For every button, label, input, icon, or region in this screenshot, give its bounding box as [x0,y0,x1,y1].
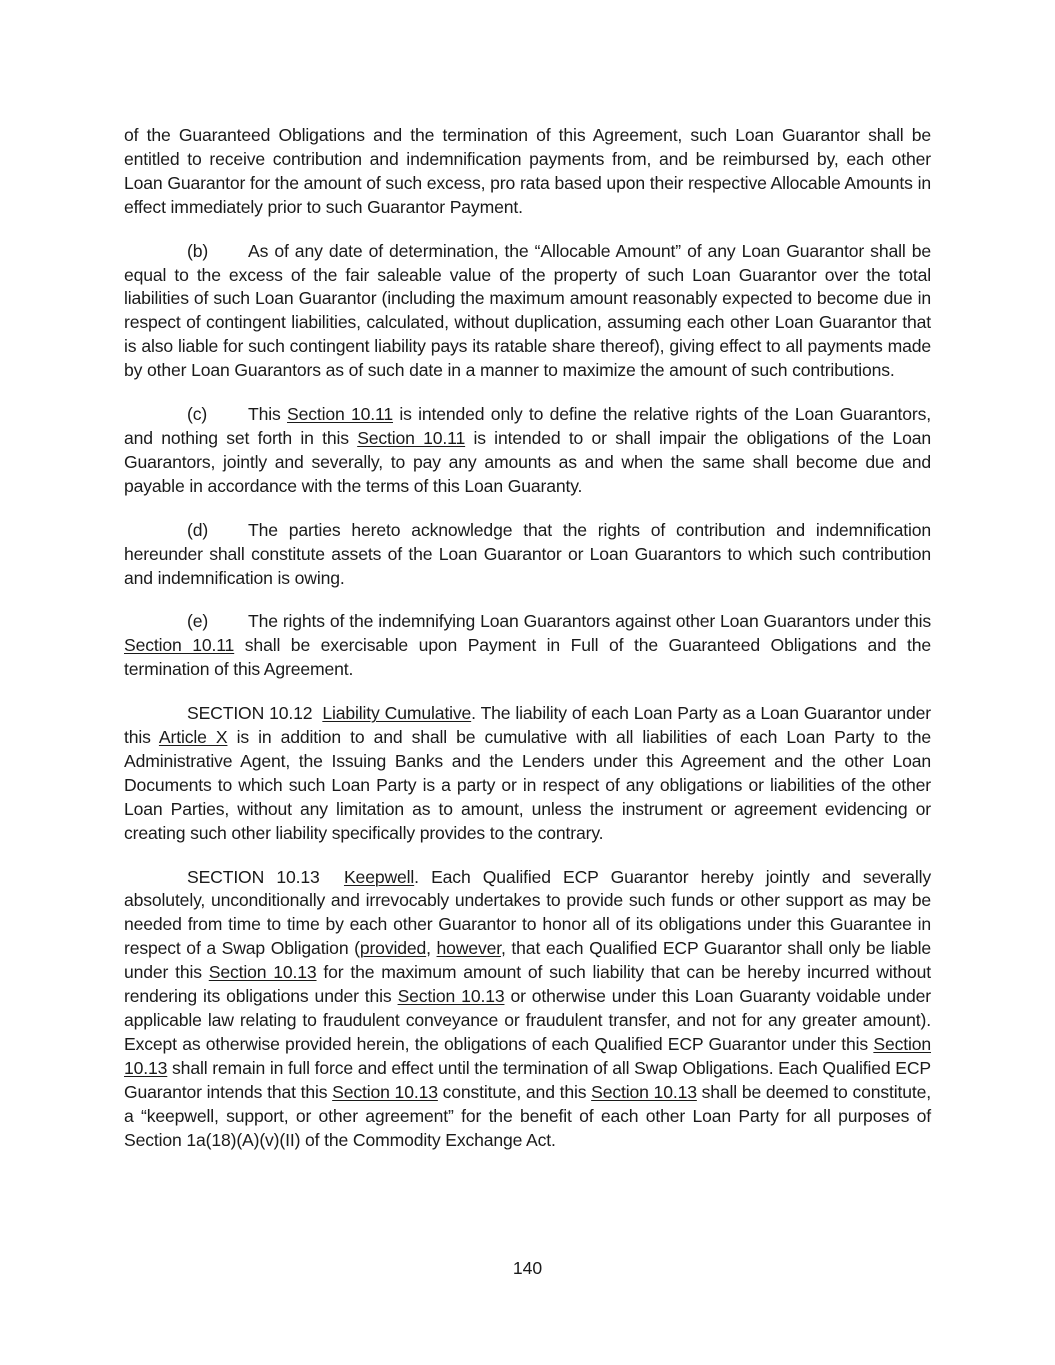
clause-label: (c) [187,404,208,425]
section-reference: Section 10.11 [357,427,466,448]
clause-label: (b) [187,240,209,261]
page-number: 140 [512,1258,543,1278]
section-reference: Section 10.13 [332,1081,438,1102]
section-reference: Section 10.13 [124,1033,931,1078]
section-number: SECTION 10.12 [187,703,313,724]
paragraph-e: (e) The rights of the indemnifying Loan Guarantors against other Loan Guarantors under this Section 10.11 shall be exercisable upon Payment in Full of the Guaranteed Obligations and the termination of this Agreement. [124,611,932,680]
section-10-13: SECTION 10.13 Keepwell. Each Qualified ECP Guarantor hereby jointly and severally absolutely, unconditionally and irrevocably undertakes to provide such funds or other support as may be needed from time to time by each other Guarantor to honor all of its obligations under this Guarantee in respect of a Swap Obligation (provided, however, that each Qualified ECP Guarantor shall only be liable under this Section 10.13 for the maximum amount of such liability that can be hereby incurred without rendering its obligations under this Section 10.13 or otherwise under this Loan Guaranty voidable under applicable law relating to fraudulent conveyance or fraudulent transfer, and not for any greater amount). Except as otherwise provided herein, the obligations of each Qualified ECP Guarantor under this Section 10.13 shall remain in full force and effect until the termination of all Swap Obligations. Each Qualified ECP Guarantor intends that this Section 10.13 constitute, and this Section 10.13 shall be deemed to constitute, a “keepwell, support, or other agreement” for the benefit of each other Loan Party for all purposes of Section 1a(18)(A)(v)(II) of the Commodity Exchange Act. [124,866,931,1150]
provided-term: provided [359,938,427,959]
paragraph-d: (d) The parties hereto acknowledge that the rights of contribution and indemnification hereunder shall constitute assets of the Loan Guarantor or Loan Guarantors to which such contribution and indemnification is owing. [124,519,931,588]
clause-label: (d) [187,519,209,540]
clause-label: (e) [187,611,209,632]
section-heading: Keepwell [343,866,415,887]
paragraph-c: (c) This Section 10.11 is intended only to define the relative rights of the Loan Guarantors, and nothing set forth in this Section 10.11 is intended to or shall impair the obligations of the Loan Guarantors, jointly and severally, to pay any amounts as and when the same shall become due and payable in accordance with the terms of this Loan Guaranty. [124,404,932,496]
body-text [124,124,931,1172]
section-10-12: SECTION 10.12 Liability Cumulative. The liability of each Loan Party as a Loan Guarantor under this Article X is in addition to and shall be cumulative with all liabilities of each Loan Party to the Administrative Agent, the Issuing Banks and the Lenders under this Agreement and the other Loan Documents to which such Loan Party is a party or in respect of any obligations or liabilities of the other Loan Parties, without any limitation as to amount, unless the instrument or agreement evidencing or creating such other liability specifically provides to the contrary. [124,703,931,843]
however-term: however [436,938,502,959]
article-reference: Article X [158,727,228,748]
paragraph-b: (b) As of any date of determination, the “Allocable Amount” of any Loan Guarantor shall be equal to the excess of the fair saleable value of the property of such Loan Guarantor over the total liabilities of such Loan Guarantor (including the maximum amount reasonably expected to become due in respect of contingent liabilities, calculated, without duplication, assuming each other Loan Guarantor that is also liable for such contingent liability pays its ratable share thereof), giving effect to all payments made by other Loan Guarantors as of such date in a manner to maximize the amount of such contributions. [124,240,931,381]
section-reference: Section 10.11 [287,404,393,425]
section-number: SECTION 10.13 [187,866,320,887]
section-reference: Section 10.11 [124,635,235,656]
section-reference: Section 10.13 [208,962,317,983]
paragraph-continued: of the Guaranteed Obligations and the termination of this Agreement, such Loan Guarantor shall be entitled to receive contribution and indemnification payments from, and be reimbursed by, each other Loan Guarantor for the amount of such excess, pro rata based upon their respective Allocable Amounts in effect immediately prior to such Guarantor Payment. [124,125,931,217]
section-heading: Liability Cumulative [322,703,472,724]
section-reference: Section 10.13 [591,1081,697,1102]
section-reference: Section 10.13 [397,986,505,1007]
